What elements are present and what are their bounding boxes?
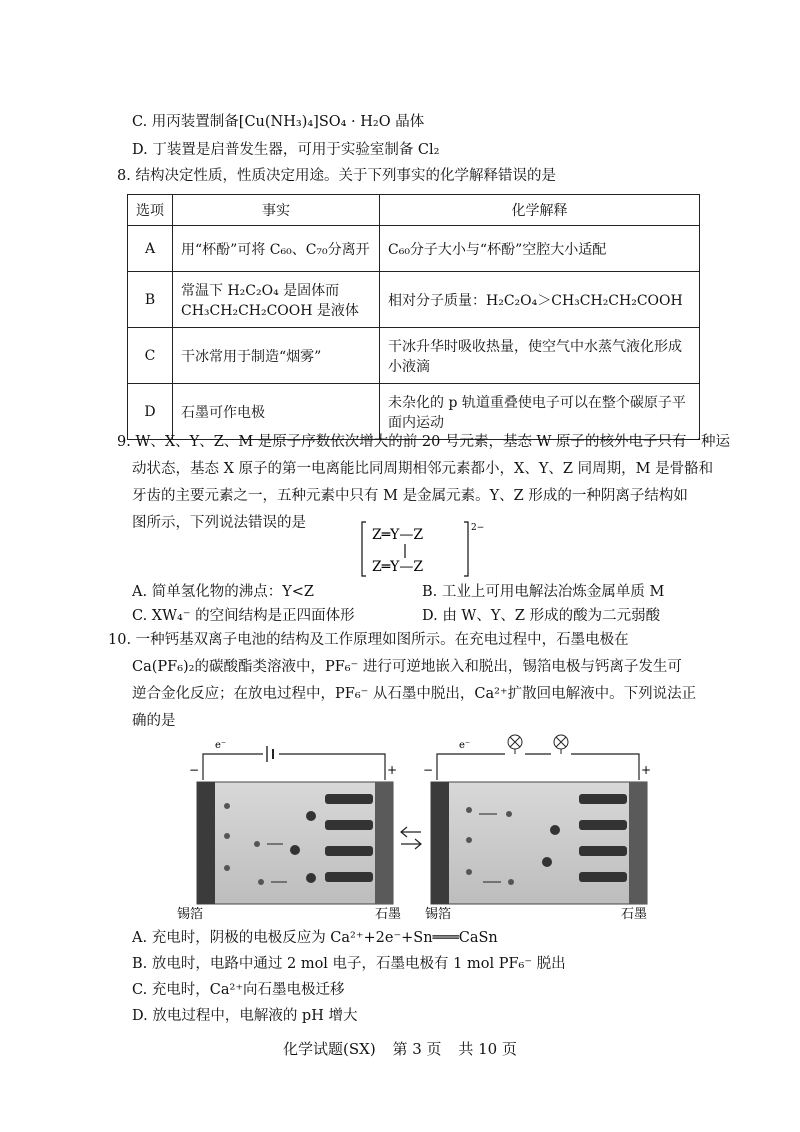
q8-stem: 8. 结构决定性质，性质决定用途。关于下列事实的化学解释错误的是 xyxy=(117,168,556,184)
arrow-right-icon xyxy=(401,839,421,849)
ca-ion-icon xyxy=(224,803,230,809)
wire-right xyxy=(279,754,385,780)
row-fact: 石墨可作电极 xyxy=(173,384,380,440)
q7-option-c: C. 用丙装置制备[Cu(NH₃)₄]SO₄ · H₂O 晶体 xyxy=(132,114,425,130)
left-bracket xyxy=(362,522,366,576)
wire-left xyxy=(437,754,505,780)
table-row xyxy=(128,226,700,272)
ca-ion-icon xyxy=(508,879,514,885)
q10-option-a: A. 充电时，阴极的电极反应为 Ca²⁺+2e⁻+Sn═══CaSn xyxy=(132,930,498,946)
ca-ion-icon xyxy=(258,879,264,885)
header-fact: 事实 xyxy=(173,195,380,226)
process-arrows xyxy=(401,827,421,849)
ca-ion-icon xyxy=(224,865,230,871)
bulb-icon xyxy=(554,735,568,754)
q9-line-2: 动状态，基态 X 原子的第一电离能比同周期相邻元素都小，X、Y、Z 同周期，M 是骨骼和 xyxy=(132,461,714,477)
q9-option-b: B. 工业上可用电解法冶炼金属单质 M xyxy=(422,584,665,600)
minus-left: − xyxy=(189,763,200,777)
plus-left: + xyxy=(387,763,398,777)
wire-right xyxy=(525,754,639,780)
page-footer xyxy=(0,1038,800,1059)
struct-top-row: Z═Y—Z xyxy=(372,527,424,543)
ca-ion-icon xyxy=(466,837,472,843)
q10-option-b: B. 放电时，电路中通过 2 mol 电子，石墨电极有 1 mol PF₆⁻ 脱出 xyxy=(132,956,566,972)
q10-line-1: 10. 一种钙基双离子电池的结构及工作原理如图所示。在充电过程中，石墨电极在 xyxy=(108,632,629,648)
row-fact: 常温下 H₂C₂O₄ 是固体而 CH₃CH₂CH₂COOH 是液体 xyxy=(173,272,380,328)
q9-line-3: 牙齿的主要元素之一，五种元素中只有 M 是金属元素。Y、Z 形成的一种阴离子结构如 xyxy=(132,488,688,504)
header-option: 选项 xyxy=(128,195,173,226)
row-option: C xyxy=(128,328,173,384)
q9-option-a: A. 简单氢化物的沸点：Y<Z xyxy=(132,584,314,600)
arrow-left-icon xyxy=(401,827,421,837)
battery-diagram xyxy=(175,732,675,922)
plus-right: + xyxy=(641,763,652,777)
q10-option-c: C. 充电时，Ca²⁺向石墨电极迁移 xyxy=(132,982,345,998)
tin-foil-right xyxy=(431,782,449,904)
label-graphite-left: 石墨 xyxy=(375,907,402,922)
row-explain: C₆₀分子大小与“杯酚”空腔大小适配 xyxy=(380,226,700,272)
label-graphite-right: 石墨 xyxy=(621,907,648,922)
table-header-row xyxy=(128,195,700,226)
charging-cell xyxy=(189,740,397,904)
footer-page: 第 3 页 xyxy=(392,1040,442,1058)
row-fact: 用“杯酚”可将 C₆₀、C₇₀分离开 xyxy=(173,226,380,272)
graphite-right xyxy=(629,782,647,904)
footer-total: 共 10 页 xyxy=(458,1040,517,1058)
row-option: A xyxy=(128,226,173,272)
q9-line-1: 9. W、X、Y、Z、M 是原子序数依次增大的前 20 号元素，基态 W 原子的核外电子只有一种运 xyxy=(117,434,731,450)
row-option: D xyxy=(128,384,173,440)
row-explain: 未杂化的 p 轨道重叠使电子可以在整个碳原子平面内运动 xyxy=(380,384,700,440)
minus-right: − xyxy=(423,763,434,777)
tin-foil-left xyxy=(197,782,215,904)
wire-left xyxy=(203,754,263,780)
row-explain: 干冰升华时吸收热量，使空气中水蒸气液化形成小液滴 xyxy=(380,328,700,384)
q10-line-3: 逆合金化反应；在放电过程中，PF₆⁻ 从石墨中脱出，Ca²⁺扩散回电解液中。下列说法正 xyxy=(132,686,697,702)
struct-charge: 2− xyxy=(471,523,485,533)
q10-option-d: D. 放电过程中，电解液的 pH 增大 xyxy=(132,1008,358,1024)
ca-ion-icon xyxy=(466,869,472,875)
ca-ion-icon xyxy=(254,841,260,847)
q9-option-d: D. 由 W、Y、Z 形成的酸为二元弱酸 xyxy=(422,608,661,624)
graphite-left xyxy=(375,782,393,904)
q8-table xyxy=(127,194,700,440)
electron-label-left: e⁻ xyxy=(215,740,227,751)
label-tin-right: 锡箔 xyxy=(425,907,452,922)
header-explain: 化学解释 xyxy=(380,195,700,226)
row-explain: 相对分子质量：H₂C₂O₄＞CH₃CH₂CH₂COOH xyxy=(380,272,700,328)
q10-line-4: 确的是 xyxy=(132,713,176,729)
table-row xyxy=(128,328,700,384)
row-fact: 干冰常用于制造“烟雾” xyxy=(173,328,380,384)
bulb-icon xyxy=(508,735,522,754)
q9-option-c: C. XW₄⁻ 的空间结构是正四面体形 xyxy=(132,608,355,624)
table-row xyxy=(128,272,700,328)
struct-bottom-row: Z═Y—Z xyxy=(372,559,424,575)
q9-line-4: 图所示，下列说法错误的是 xyxy=(132,515,306,531)
anion-structure xyxy=(360,518,490,580)
electron-label-right: e⁻ xyxy=(459,740,471,751)
right-bracket xyxy=(464,522,468,576)
q10-line-2: Ca(PF₆)₂的碳酸酯类溶液中，PF₆⁻ 进行可逆地嵌入和脱出，锡箔电极与钙离子发生可 xyxy=(132,659,682,675)
label-tin-left: 锡箔 xyxy=(177,907,204,922)
footer-subject: 化学试题(SX) xyxy=(283,1040,376,1058)
ca-ion-icon xyxy=(506,811,512,817)
ca-ion-icon xyxy=(224,833,230,839)
row-option: B xyxy=(128,272,173,328)
ca-ion-icon xyxy=(466,807,472,813)
discharging-cell xyxy=(423,735,651,904)
q7-option-d: D. 丁装置是启普发生器，可用于实验室制备 Cl₂ xyxy=(132,142,440,158)
